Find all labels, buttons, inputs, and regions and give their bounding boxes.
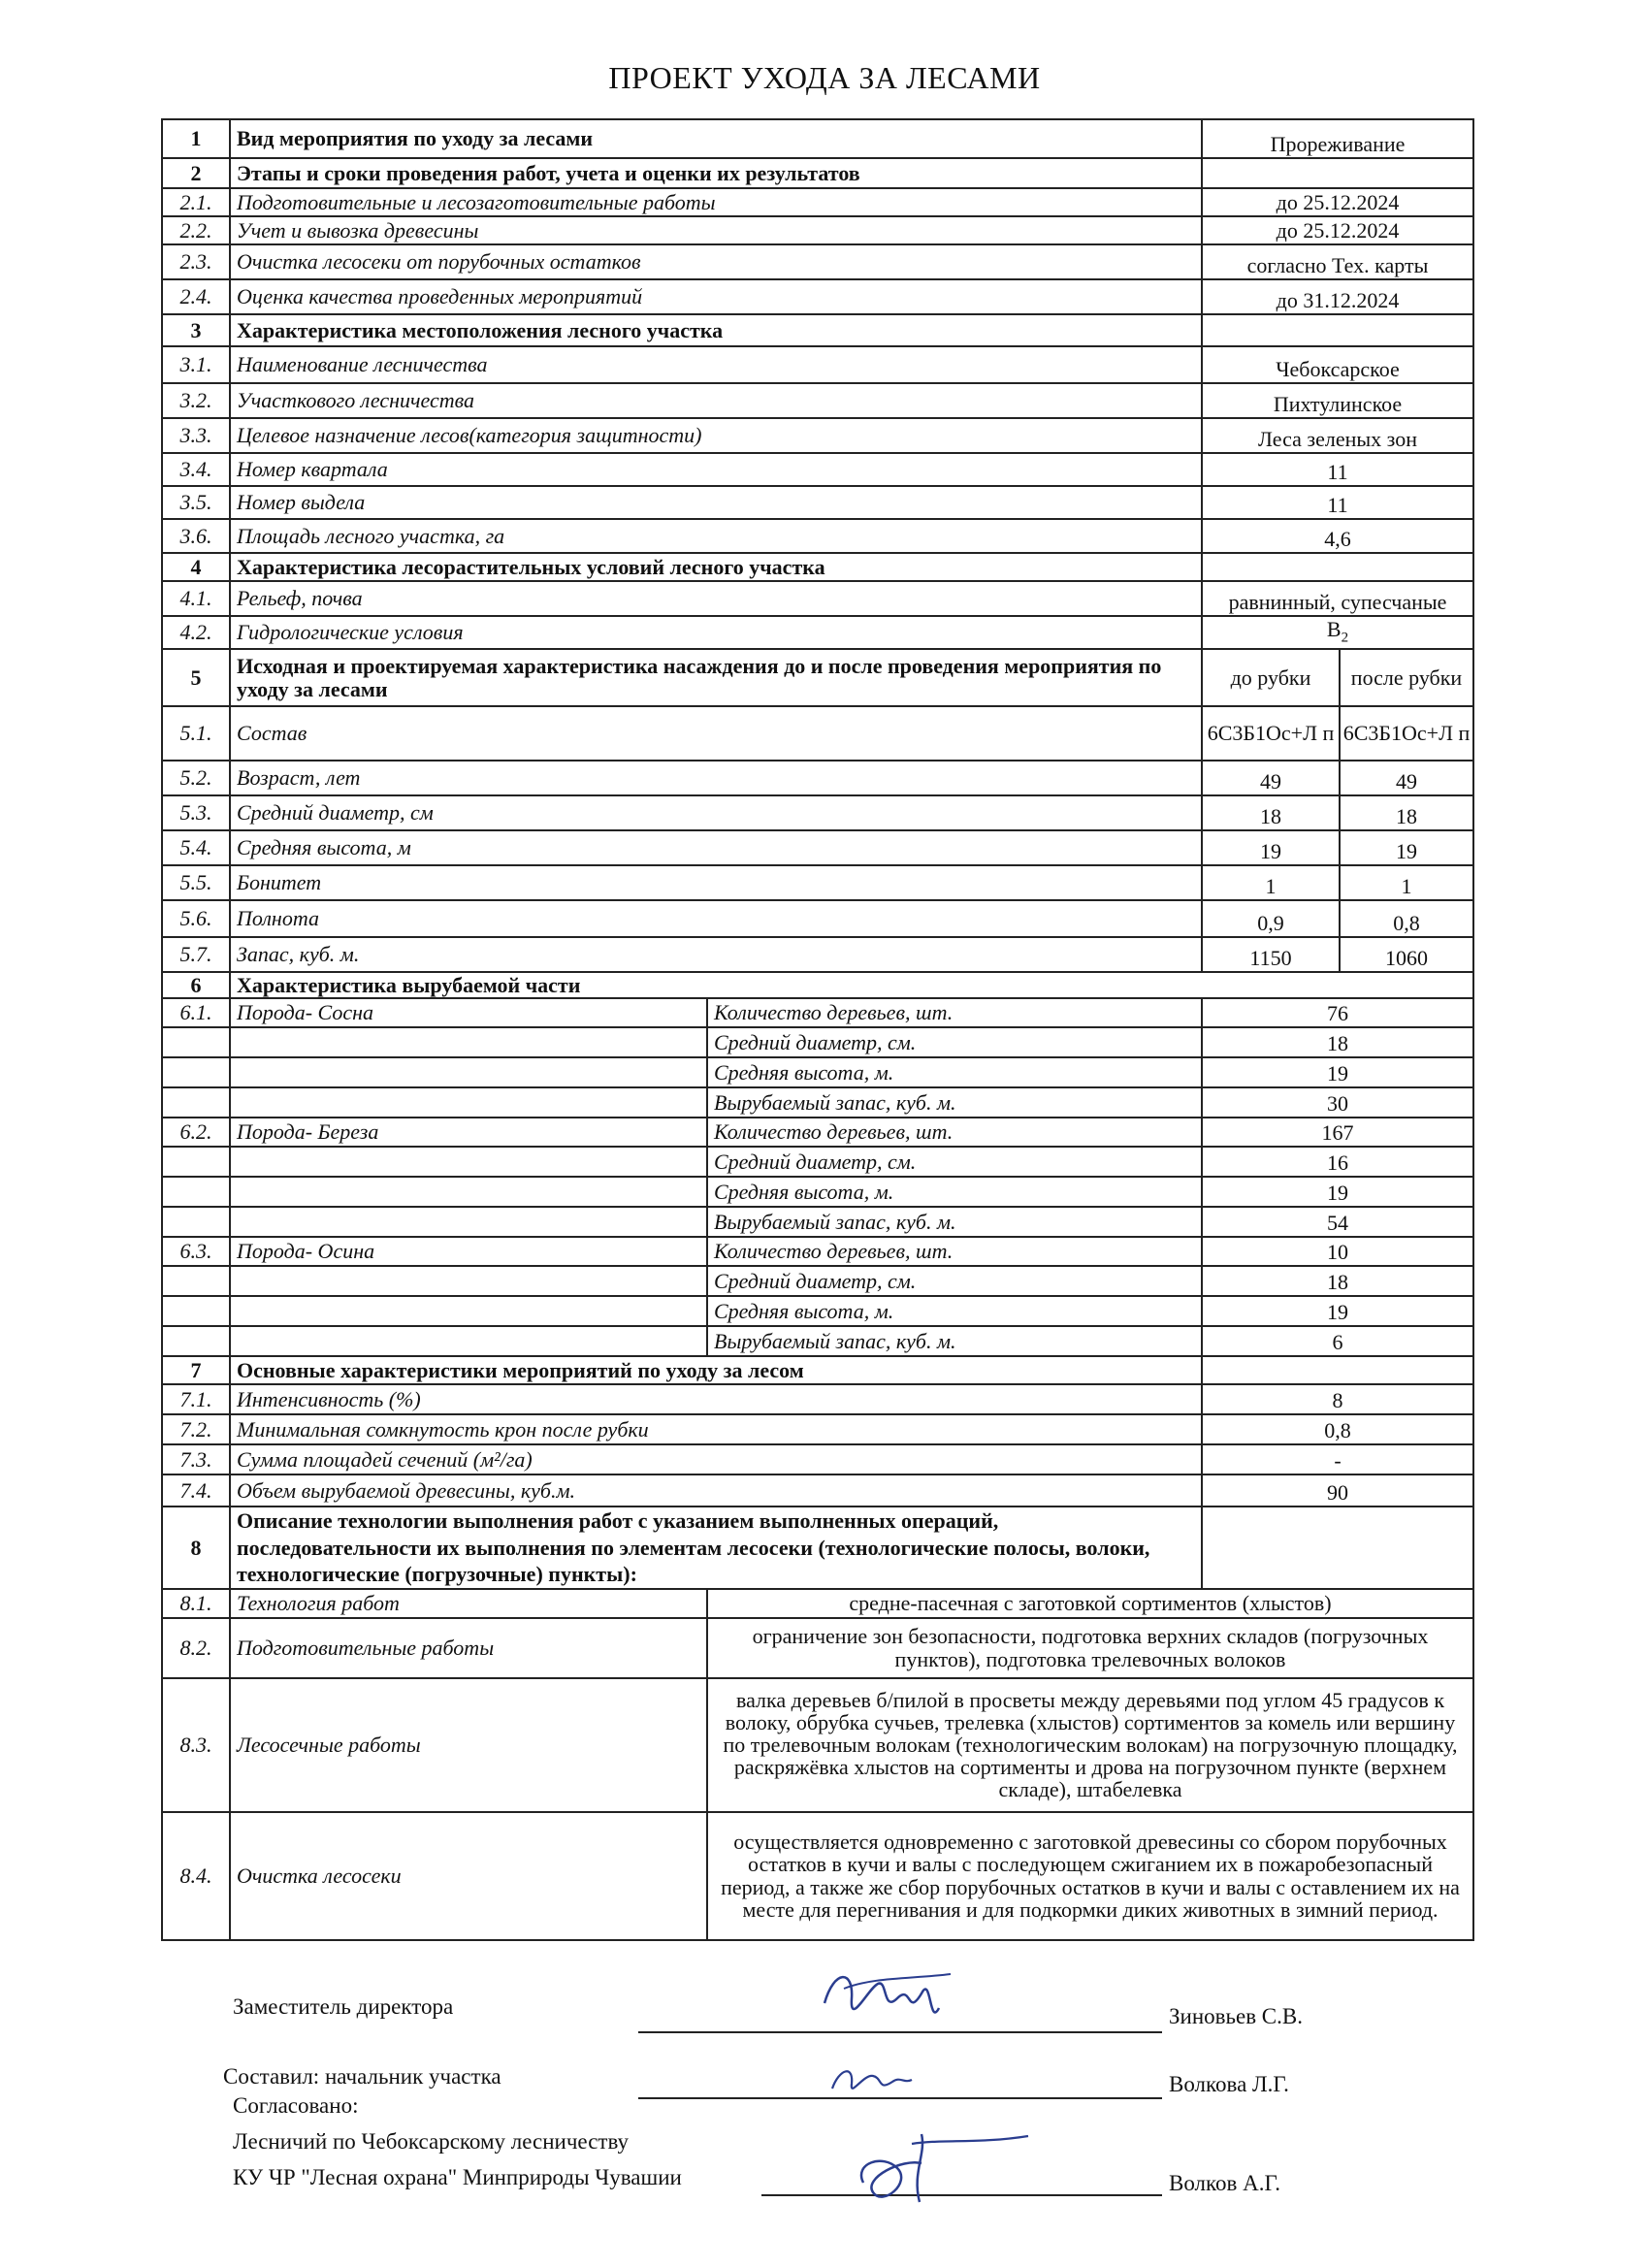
row-value: согласно Тех. карты bbox=[1202, 244, 1473, 279]
row-label: Очистка лесосеки от порубочных остатков bbox=[230, 244, 1202, 279]
empty-cell bbox=[162, 1087, 230, 1118]
table-row bbox=[162, 383, 1473, 418]
row-value: 10 bbox=[1202, 1237, 1473, 1266]
table-row bbox=[162, 830, 1473, 865]
row-value: 4,6 bbox=[1202, 519, 1473, 553]
row-number: 7.4. bbox=[162, 1474, 230, 1507]
row-number: 8.3. bbox=[162, 1678, 230, 1812]
section-label: Этапы и сроки проведения работ, учета и оценки их результатов bbox=[230, 158, 1202, 188]
table-row bbox=[162, 706, 1473, 761]
row-label: Учет и вывозка древесины bbox=[230, 216, 1202, 244]
table-row bbox=[162, 900, 1473, 937]
deputy-title: Заместитель директора bbox=[233, 1994, 454, 2019]
table-row bbox=[162, 418, 1473, 453]
row-number: 5.1. bbox=[162, 706, 230, 761]
value-before: 19 bbox=[1202, 830, 1340, 865]
value-after: 18 bbox=[1340, 795, 1473, 830]
row-label: Вырубаемый запас, куб. м. bbox=[707, 1207, 1202, 1237]
section-number: 8 bbox=[162, 1507, 230, 1589]
row-label: Количество деревьев, шт. bbox=[707, 998, 1202, 1027]
table-row bbox=[162, 1118, 1473, 1147]
row-value: 167 bbox=[1202, 1118, 1473, 1147]
deputy-signature-icon bbox=[815, 1960, 970, 2037]
row-value: Чебоксарское bbox=[1202, 346, 1473, 383]
table-row bbox=[162, 1678, 1473, 1812]
row-value: 6 bbox=[1202, 1326, 1473, 1356]
deputy-name: Зиновьев С.В. bbox=[1169, 2004, 1303, 2028]
row-number: 7.3. bbox=[162, 1444, 230, 1474]
value-before: 18 bbox=[1202, 795, 1340, 830]
empty-cell bbox=[230, 1027, 707, 1057]
empty-cell bbox=[162, 1147, 230, 1177]
row-label: Оценка качества проведенных мероприятий bbox=[230, 279, 1202, 314]
value-after: 6С3Б1Ос+Л п bbox=[1340, 706, 1473, 761]
table-row bbox=[162, 865, 1473, 900]
value-before: 1150 bbox=[1202, 937, 1340, 972]
row-value: 19 bbox=[1202, 1177, 1473, 1207]
table-row bbox=[162, 1474, 1473, 1507]
empty-cell bbox=[162, 1326, 230, 1356]
row-value: 19 bbox=[1202, 1057, 1473, 1087]
row-number: 7.1. bbox=[162, 1384, 230, 1414]
row-value: Пихтулинское bbox=[1202, 383, 1473, 418]
row-number: 3.1. bbox=[162, 346, 230, 383]
forester-line1: Лесничий по Чебоксарскому лесничеству bbox=[233, 2129, 630, 2154]
value-after: 1060 bbox=[1340, 937, 1473, 972]
table-row bbox=[162, 188, 1473, 216]
row-number: 3.6. bbox=[162, 519, 230, 553]
table-row bbox=[162, 998, 1473, 1027]
row-number: 5.7. bbox=[162, 937, 230, 972]
section-number: 1 bbox=[162, 119, 230, 158]
empty-cell bbox=[230, 1177, 707, 1207]
table-row bbox=[162, 1444, 1473, 1474]
table-row bbox=[162, 244, 1473, 279]
row-label: Участкового лесничества bbox=[230, 383, 1202, 418]
section-label: Характеристика лесорастительных условий лесного участка bbox=[230, 553, 1202, 581]
table-row bbox=[162, 453, 1473, 486]
forest-care-table bbox=[161, 118, 1474, 1941]
author-title: Составил: начальник участка bbox=[223, 2064, 501, 2089]
section-6-row bbox=[162, 972, 1473, 998]
row-label: Очистка лесосеки bbox=[230, 1812, 707, 1940]
row-label: Минимальная сомкнутость крон после рубки bbox=[230, 1414, 1202, 1444]
section-number: 6 bbox=[162, 972, 230, 998]
row-number: 3.5. bbox=[162, 486, 230, 519]
empty-cell bbox=[230, 1147, 707, 1177]
table-row bbox=[162, 761, 1473, 795]
row-number: 7.2. bbox=[162, 1414, 230, 1444]
row-value: ограничение зон безопасности, подготовка верхних складов (погрузочных пунктов), подготовка трелевочных волоков bbox=[707, 1618, 1473, 1678]
row-value: осуществляется одновременно с заготовкой древесины со сбором порубочных остатков в кучи и валы с последующем сжиганием их в пожаробезопасный период, а также же сбор порубочных остатков в кучи и валы с оставлением их на месте для перегнивания и для подкормки диких животных в зимний период. bbox=[707, 1812, 1473, 1940]
table-row bbox=[162, 1414, 1473, 1444]
row-value: 90 bbox=[1202, 1474, 1473, 1507]
row-label: Интенсивность (%) bbox=[230, 1384, 1202, 1414]
empty-cell bbox=[230, 1057, 707, 1087]
row-label: Площадь лесного участка, га bbox=[230, 519, 1202, 553]
author-signature-icon bbox=[824, 2055, 931, 2103]
section-label: Характеристика местоположения лесного участка bbox=[230, 314, 1202, 346]
hydro-sub: 2 bbox=[1341, 630, 1349, 646]
row-label: Подготовительные работы bbox=[230, 1618, 707, 1678]
row-label: Количество деревьев, шт. bbox=[707, 1118, 1202, 1147]
row-label: Лесосечные работы bbox=[230, 1678, 707, 1812]
row-label: Запас, куб. м. bbox=[230, 937, 1202, 972]
section-label: Вид мероприятия по уходу за лесами bbox=[230, 119, 1202, 158]
row-label: Количество деревьев, шт. bbox=[707, 1237, 1202, 1266]
row-label: Полнота bbox=[230, 900, 1202, 937]
row-number: 8.4. bbox=[162, 1812, 230, 1940]
forester-name: Волков А.Г. bbox=[1169, 2171, 1280, 2195]
section-1-row bbox=[162, 119, 1473, 158]
empty-cell bbox=[162, 1177, 230, 1207]
species-name: Порода- Осина bbox=[230, 1237, 707, 1266]
row-value: до 25.12.2024 bbox=[1202, 188, 1473, 216]
row-label: Средняя высота, м. bbox=[707, 1177, 1202, 1207]
table-row bbox=[162, 581, 1473, 616]
empty-value-cell bbox=[1202, 314, 1473, 346]
table-row bbox=[162, 279, 1473, 314]
row-number: 5.4. bbox=[162, 830, 230, 865]
value-after: 0,8 bbox=[1340, 900, 1473, 937]
row-label: Подготовительные и лесозаготовительные работы bbox=[230, 188, 1202, 216]
section-label: Исходная и проектируемая характеристика насаждения до и после проведения мероприятия по уходу за лесами bbox=[230, 649, 1202, 706]
row-number: 4.2. bbox=[162, 616, 230, 649]
agreed-label: Согласовано: bbox=[233, 2093, 359, 2118]
table-row bbox=[162, 795, 1473, 830]
table-row bbox=[162, 1207, 1473, 1237]
row-value: 18 bbox=[1202, 1266, 1473, 1296]
row-label: Средняя высота, м bbox=[230, 830, 1202, 865]
table-row bbox=[162, 1296, 1473, 1326]
section-3-row bbox=[162, 314, 1473, 346]
value-before: 1 bbox=[1202, 865, 1340, 900]
row-value: 76 bbox=[1202, 998, 1473, 1027]
row-number: 3.2. bbox=[162, 383, 230, 418]
row-value: до 25.12.2024 bbox=[1202, 216, 1473, 244]
row-label: Средний диаметр, см. bbox=[707, 1147, 1202, 1177]
row-number: 5.3. bbox=[162, 795, 230, 830]
section-7-row bbox=[162, 1356, 1473, 1384]
empty-cell bbox=[230, 1266, 707, 1296]
row-label: Номер выдела bbox=[230, 486, 1202, 519]
row-number: 4.1. bbox=[162, 581, 230, 616]
forester-line2: КУ ЧР "Лесная охрана" Минприроды Чувашии bbox=[233, 2165, 682, 2189]
value-after: 19 bbox=[1340, 830, 1473, 865]
col-header-after: после рубки bbox=[1340, 649, 1473, 706]
empty-value-cell bbox=[1202, 553, 1473, 581]
row-label: Средняя высота, м. bbox=[707, 1057, 1202, 1087]
table-row bbox=[162, 486, 1473, 519]
row-value: 16 bbox=[1202, 1147, 1473, 1177]
table-row bbox=[162, 616, 1473, 649]
row-label: Средний диаметр, см bbox=[230, 795, 1202, 830]
empty-value-cell bbox=[1202, 1507, 1473, 1589]
table-row bbox=[162, 216, 1473, 244]
row-number: 5.6. bbox=[162, 900, 230, 937]
row-label: Целевое назначение лесов(категория защитности) bbox=[230, 418, 1202, 453]
row-value: 19 bbox=[1202, 1296, 1473, 1326]
row-value: 30 bbox=[1202, 1087, 1473, 1118]
table-row bbox=[162, 1618, 1473, 1678]
row-value: 54 bbox=[1202, 1207, 1473, 1237]
empty-cell bbox=[230, 1326, 707, 1356]
value-before: 6С3Б1Ос+Л п bbox=[1202, 706, 1340, 761]
section-4-row bbox=[162, 553, 1473, 581]
row-label: Технология работ bbox=[230, 1589, 707, 1618]
row-value: 11 bbox=[1202, 453, 1473, 486]
value-before: 0,9 bbox=[1202, 900, 1340, 937]
table-row bbox=[162, 1266, 1473, 1296]
row-value: до 31.12.2024 bbox=[1202, 279, 1473, 314]
table-row bbox=[162, 1177, 1473, 1207]
section-number: 4 bbox=[162, 553, 230, 581]
section-2-row bbox=[162, 158, 1473, 188]
value-after: 49 bbox=[1340, 761, 1473, 795]
table-row bbox=[162, 1384, 1473, 1414]
empty-cell bbox=[230, 1296, 707, 1326]
section-number: 7 bbox=[162, 1356, 230, 1384]
row-value: средне-пасечная с заготовкой сортиментов (хлыстов) bbox=[707, 1589, 1473, 1618]
section-value: Прореживание bbox=[1202, 119, 1473, 158]
empty-cell bbox=[162, 1207, 230, 1237]
empty-cell bbox=[230, 1207, 707, 1237]
row-label: Состав bbox=[230, 706, 1202, 761]
row-number: 5.2. bbox=[162, 761, 230, 795]
row-number: 5.5. bbox=[162, 865, 230, 900]
row-value: 11 bbox=[1202, 486, 1473, 519]
section-5-row bbox=[162, 649, 1473, 706]
empty-cell bbox=[162, 1266, 230, 1296]
empty-cell bbox=[162, 1296, 230, 1326]
row-number: 8.1. bbox=[162, 1589, 230, 1618]
empty-cell bbox=[230, 1087, 707, 1118]
row-value: 0,8 bbox=[1202, 1414, 1473, 1444]
row-label: Средняя высота, м. bbox=[707, 1296, 1202, 1326]
row-label: Бонитет bbox=[230, 865, 1202, 900]
table-row bbox=[162, 519, 1473, 553]
col-header-before: до рубки bbox=[1202, 649, 1340, 706]
table-row bbox=[162, 1812, 1473, 1940]
row-number: 2.4. bbox=[162, 279, 230, 314]
section-label: Характеристика вырубаемой части bbox=[230, 972, 1473, 998]
row-value: равнинный, супесчаные bbox=[1202, 581, 1473, 616]
row-value bbox=[1202, 616, 1473, 649]
row-number: 2.1. bbox=[162, 188, 230, 216]
row-number: 2.2. bbox=[162, 216, 230, 244]
row-value: 18 bbox=[1202, 1027, 1473, 1057]
forester-signature-icon bbox=[844, 2115, 1038, 2221]
row-label: Наименование лесничества bbox=[230, 346, 1202, 383]
table-row bbox=[162, 1589, 1473, 1618]
value-after: 1 bbox=[1340, 865, 1473, 900]
row-number: 2.3. bbox=[162, 244, 230, 279]
document-title: ПРОЕКТ УХОДА ЗА ЛЕСАМИ bbox=[608, 60, 1041, 95]
row-label: Средний диаметр, см. bbox=[707, 1027, 1202, 1057]
table-row bbox=[162, 937, 1473, 972]
empty-cell bbox=[162, 1027, 230, 1057]
row-number: 6.2. bbox=[162, 1118, 230, 1147]
row-number: 6.3. bbox=[162, 1237, 230, 1266]
section-label: Описание технологии выполнения работ с указанием выполненных операций, последовательности их выполнения по элементам лесосеки (технологические полосы, волоки, технологические (погрузочные) пункты): bbox=[230, 1507, 1202, 1589]
table-row bbox=[162, 1057, 1473, 1087]
section-label: Основные характеристики мероприятий по уходу за лесом bbox=[230, 1356, 1202, 1384]
row-number: 6.1. bbox=[162, 998, 230, 1027]
empty-value-cell bbox=[1202, 1356, 1473, 1384]
row-label: Объем вырубаемой древесины, куб.м. bbox=[230, 1474, 1202, 1507]
row-value: Леса зеленых зон bbox=[1202, 418, 1473, 453]
section-number: 2 bbox=[162, 158, 230, 188]
row-label: Вырубаемый запас, куб. м. bbox=[707, 1326, 1202, 1356]
row-label: Номер квартала bbox=[230, 453, 1202, 486]
row-label: Рельеф, почва bbox=[230, 581, 1202, 616]
table-row bbox=[162, 1147, 1473, 1177]
table-row bbox=[162, 346, 1473, 383]
row-label: Сумма площадей сечений (м²/га) bbox=[230, 1444, 1202, 1474]
empty-value-cell bbox=[1202, 158, 1473, 188]
section-number: 5 bbox=[162, 649, 230, 706]
author-name: Волкова Л.Г. bbox=[1169, 2072, 1289, 2096]
row-label: Средний диаметр, см. bbox=[707, 1266, 1202, 1296]
value-before: 49 bbox=[1202, 761, 1340, 795]
species-name: Порода- Сосна bbox=[230, 998, 707, 1027]
species-name: Порода- Береза bbox=[230, 1118, 707, 1147]
row-value: - bbox=[1202, 1444, 1473, 1474]
row-number: 8.2. bbox=[162, 1618, 230, 1678]
table-row bbox=[162, 1237, 1473, 1266]
table-row bbox=[162, 1087, 1473, 1118]
empty-cell bbox=[162, 1057, 230, 1087]
section-number: 3 bbox=[162, 314, 230, 346]
table-row bbox=[162, 1027, 1473, 1057]
hydro-main: В bbox=[1326, 616, 1342, 641]
row-value: 8 bbox=[1202, 1384, 1473, 1414]
row-number: 3.4. bbox=[162, 453, 230, 486]
row-label: Возраст, лет bbox=[230, 761, 1202, 795]
section-8-row bbox=[162, 1507, 1473, 1589]
row-value: валка деревьев б/пилой в просветы между деревьями под углом 45 градусов к волоку, обрубка сучьев, трелевка (хлыстов) сортиментов за комель или вершину по трелевочным волокам (технологическим волокам) на погрузочную площадку, раскряжёвка хлыстов на сортименты и дрова на погрузочном пункте (верхнем складе), штабелевка bbox=[707, 1678, 1473, 1812]
table-row bbox=[162, 1326, 1473, 1356]
row-label: Гидрологические условия bbox=[230, 616, 1202, 649]
row-number: 3.3. bbox=[162, 418, 230, 453]
row-label: Вырубаемый запас, куб. м. bbox=[707, 1087, 1202, 1118]
